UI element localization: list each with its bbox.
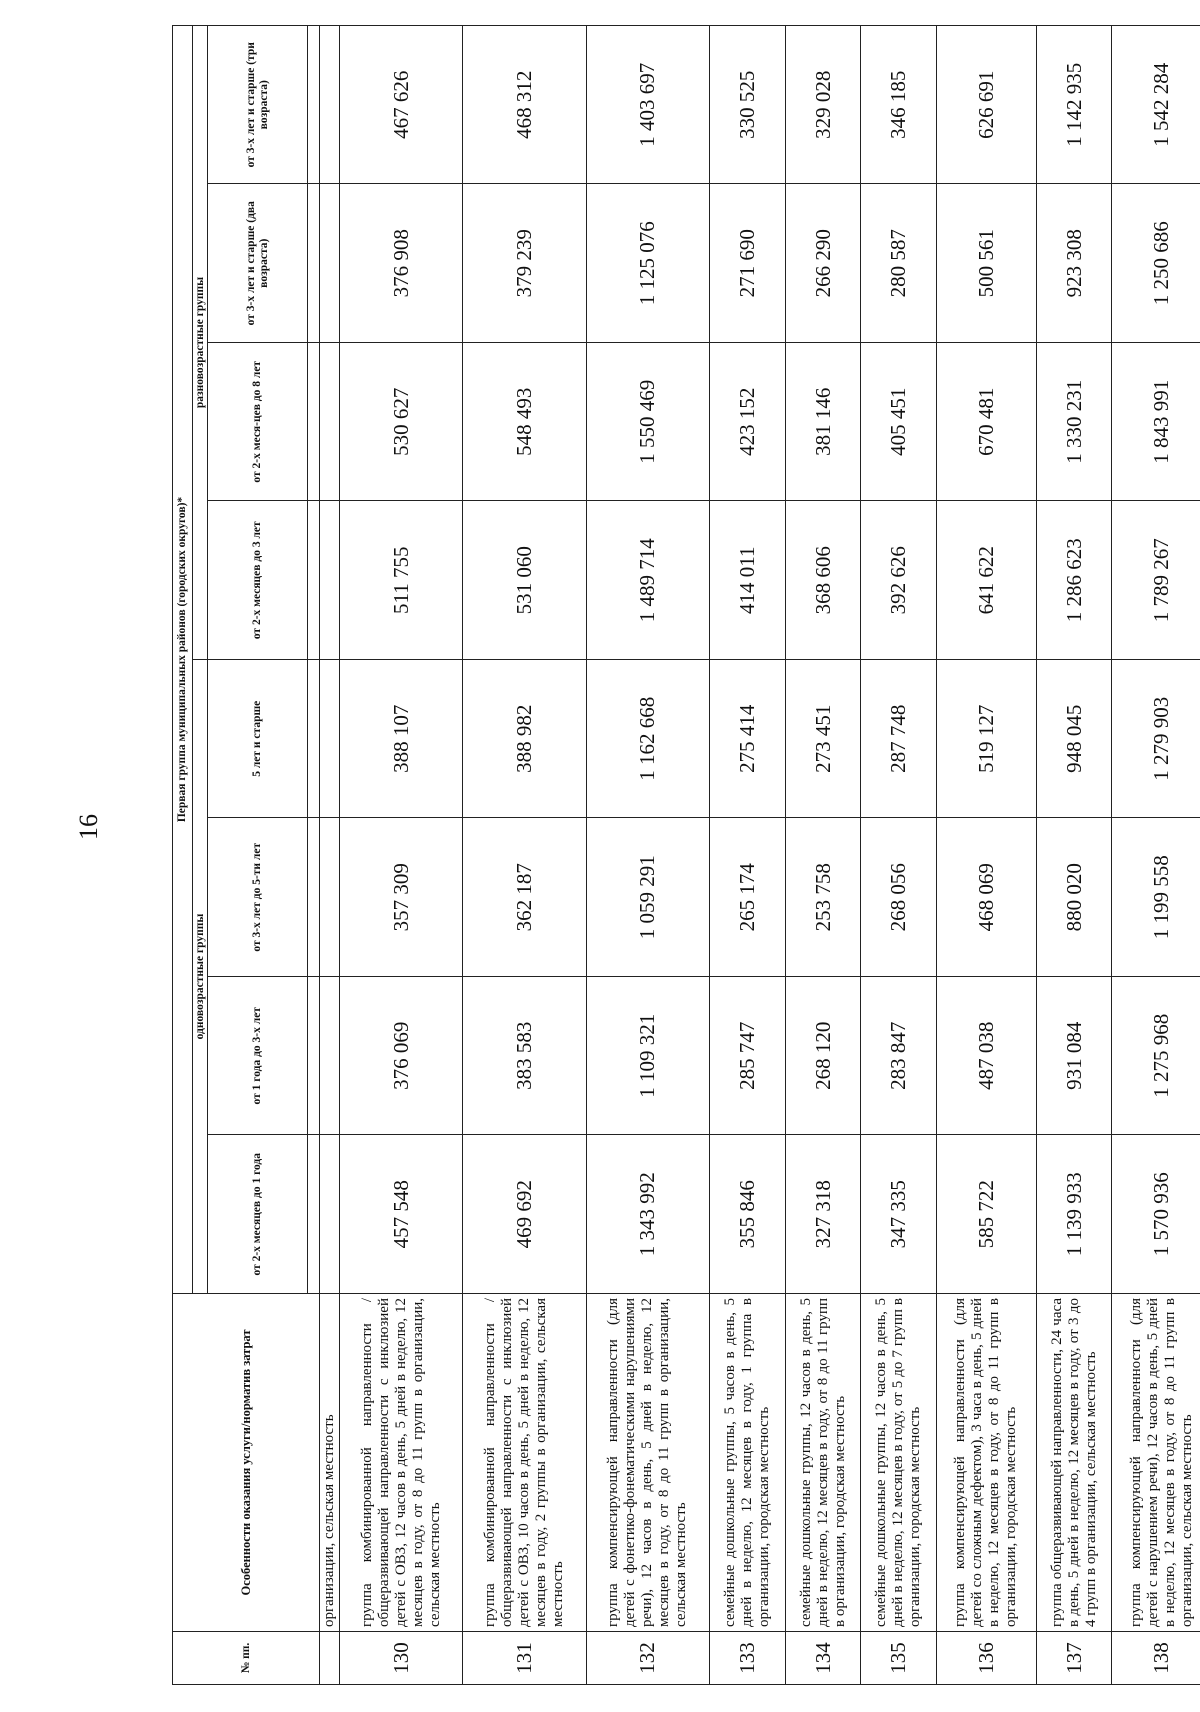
cost-value: 383 583 (463, 977, 586, 1136)
column-header: от 1 года до 3-х лет (208, 977, 308, 1136)
cost-value: 1 550 469 (586, 343, 709, 502)
header-num: № пп. (173, 1632, 320, 1685)
row-number: 137 (1036, 1632, 1112, 1685)
row-number: 136 (937, 1632, 1037, 1685)
cost-value: 931 084 (1036, 977, 1112, 1136)
row-number: 131 (463, 1632, 586, 1685)
cost-value: 530 627 (340, 343, 463, 502)
cost-value: 1 250 686 (1112, 184, 1200, 343)
header-single-age: одновозрастные группы (193, 660, 208, 1294)
cost-value: 376 908 (340, 184, 463, 343)
cost-value: 346 185 (861, 26, 937, 185)
cost-value: 268 056 (861, 818, 937, 977)
cost-value: 511 755 (340, 501, 463, 660)
cost-value: 368 606 (785, 501, 861, 660)
cost-value: 670 481 (937, 343, 1037, 502)
rotated-table-container (172, 25, 1200, 1685)
cost-value: 423 152 (710, 343, 786, 502)
cost-value: 388 107 (340, 660, 463, 819)
cost-value: 1 843 991 (1112, 343, 1200, 502)
row-description: группа компенсирующей направленности (для детей с нарушением речи), 12 часов в день, 5 дней в неделю, 12 месяцев в году, от 8 до 11 групп в организации, сельская местность (1112, 1294, 1200, 1632)
cost-value: 1 139 933 (1036, 1135, 1112, 1294)
cost-value: 468 312 (463, 26, 586, 185)
cost-value: 487 038 (937, 977, 1037, 1136)
row-description: группа комбинированной направленности / общеразвивающей направленности с инклюзией детей с ОВЗ, 12 часов в день, 5 дней в неделю, 12 месяцев в году, от 8 до 11 групп в организации, сельская местность (340, 1294, 463, 1632)
cost-value: 329 028 (785, 26, 861, 185)
cost-value: 641 622 (937, 501, 1037, 660)
cost-value: 626 691 (937, 26, 1037, 185)
cost-value: 362 187 (463, 818, 586, 977)
row-number: 132 (586, 1632, 709, 1685)
cost-value: 519 127 (937, 660, 1037, 819)
table-row (937, 26, 1037, 1685)
cost-value: 1 279 903 (1112, 660, 1200, 819)
cost-value: 287 748 (861, 660, 937, 819)
column-header: от 3-х лет и старше (два возраста) (208, 184, 308, 343)
header-description: Особенности оказания услуги/норматив затрат (173, 1294, 320, 1632)
cost-value: 948 045 (1036, 660, 1112, 819)
cost-value: 1 789 267 (1112, 501, 1200, 660)
cost-value: 1 199 558 (1112, 818, 1200, 977)
cost-value: 355 846 (710, 1135, 786, 1294)
cost-value: 1 570 936 (1112, 1135, 1200, 1294)
cost-value: 1 403 697 (586, 26, 709, 185)
cost-value: 379 239 (463, 184, 586, 343)
cost-value: 1 142 935 (1036, 26, 1112, 185)
cost-value: 414 011 (710, 501, 786, 660)
cost-value: 1 109 321 (586, 977, 709, 1136)
cost-value: 271 690 (710, 184, 786, 343)
row-number: 138 (1112, 1632, 1200, 1685)
cost-value: 1 542 284 (1112, 26, 1200, 185)
row-description: семейные дошкольные группы, 12 часов в день, 5 дней в неделю, 12 месяцев в году, от 8 до 11 групп в организации, городская местность (785, 1294, 861, 1632)
column-header: от 2-х меся-цев до 8 лет (208, 343, 308, 502)
table-row (463, 26, 586, 1685)
cost-value: 285 747 (710, 977, 786, 1136)
cost-value: 531 060 (463, 501, 586, 660)
cost-value: 923 308 (1036, 184, 1112, 343)
cost-value: 330 525 (710, 26, 786, 185)
table-row (1112, 26, 1200, 1685)
cost-value: 1 489 714 (586, 501, 709, 660)
header-mixed-age: разновозрастные группы (193, 26, 208, 660)
cost-value: 280 587 (861, 184, 937, 343)
cost-value: 548 493 (463, 343, 586, 502)
page-number: 16 (74, 814, 103, 840)
table-row (710, 26, 786, 1685)
cost-value: 327 318 (785, 1135, 861, 1294)
cost-value: 268 120 (785, 977, 861, 1136)
row-description: группа комбинированной направленности / общеразвивающей направленности с инклюзией детей с ОВЗ, 10 часов в день, 5 дней в неделю, 12 месяцев в году, 2 группы в организации, сельская местность (463, 1294, 586, 1632)
cost-norms-table (172, 25, 1200, 1685)
row-description: группа общеразвивающей направленности, 24 часа в день, 5 дней в неделю, 12 месяцев в году, от 3 до 4 групп в организации, сельская местность (1036, 1294, 1112, 1632)
cost-value: 585 722 (937, 1135, 1037, 1294)
column-header: от 2-х месяцев до 3 лет (208, 501, 308, 660)
row-description: семейные дошкольные группы, 5 часов в день, 5 дней в неделю, 12 месяцев в году, 1 группа в организации, городская местность (710, 1294, 786, 1632)
cost-value: 1 343 992 (586, 1135, 709, 1294)
table-row (340, 26, 463, 1685)
cost-value: 1 125 076 (586, 184, 709, 343)
cost-value: 467 626 (340, 26, 463, 185)
continuation-text: организации, сельская местность (320, 1294, 340, 1632)
cost-value: 266 290 (785, 184, 861, 343)
row-number: 135 (861, 1632, 937, 1685)
cost-value: 388 982 (463, 660, 586, 819)
column-header: от 3-х лет до 5-ти лет (208, 818, 308, 977)
cost-value: 347 335 (861, 1135, 937, 1294)
header-main-group: Первая группа муниципальных районов (городских округов)* (173, 26, 193, 1294)
row-description: семейные дошкольные группы, 12 часов в день, 5 дней в неделю, 12 месяцев в году, от 5 до 7 групп в организации, городская местность (861, 1294, 937, 1632)
row-number: 134 (785, 1632, 861, 1685)
cost-value: 273 451 (785, 660, 861, 819)
cost-value: 357 309 (340, 818, 463, 977)
cost-value: 457 548 (340, 1135, 463, 1294)
cost-value: 275 414 (710, 660, 786, 819)
cost-value: 880 020 (1036, 818, 1112, 977)
cost-value: 392 626 (861, 501, 937, 660)
cost-value: 1 330 231 (1036, 343, 1112, 502)
table-row (861, 26, 937, 1685)
cost-value: 469 692 (463, 1135, 586, 1294)
cost-value: 1 059 291 (586, 818, 709, 977)
cost-value: 253 758 (785, 818, 861, 977)
column-header: от 2-х месяцев до 1 года (208, 1135, 308, 1294)
column-header: 5 лет и старше (208, 660, 308, 819)
cost-value: 283 847 (861, 977, 937, 1136)
cost-value: 405 451 (861, 343, 937, 502)
cost-value: 468 069 (937, 818, 1037, 977)
table-row (785, 26, 861, 1685)
row-description: группа компенсирующей направленности (для детей с фонетико-фонематическими нарушениями речи), 12 часов в день, 5 дней в неделю, 12 месяцев в году, от 8 до 11 групп в организации, сельская местность (586, 1294, 709, 1632)
cost-value: 376 069 (340, 977, 463, 1136)
row-number: 133 (710, 1632, 786, 1685)
table-row (586, 26, 709, 1685)
cost-value: 265 174 (710, 818, 786, 977)
cost-value: 1 275 968 (1112, 977, 1200, 1136)
row-description: группа компенсирующей направленности (для детей со сложным дефектом), 3 часа в день, 5 дней в неделю, 12 месяцев в году, от 8 до 11 групп в организации, городская местность (937, 1294, 1037, 1632)
row-number: 130 (340, 1632, 463, 1685)
column-header: от 3-х лет и старше (три возраста) (208, 26, 308, 185)
cost-value: 1 162 668 (586, 660, 709, 819)
cost-value: 1 286 623 (1036, 501, 1112, 660)
table-row (1036, 26, 1112, 1685)
cost-value: 500 561 (937, 184, 1037, 343)
cost-value: 381 146 (785, 343, 861, 502)
